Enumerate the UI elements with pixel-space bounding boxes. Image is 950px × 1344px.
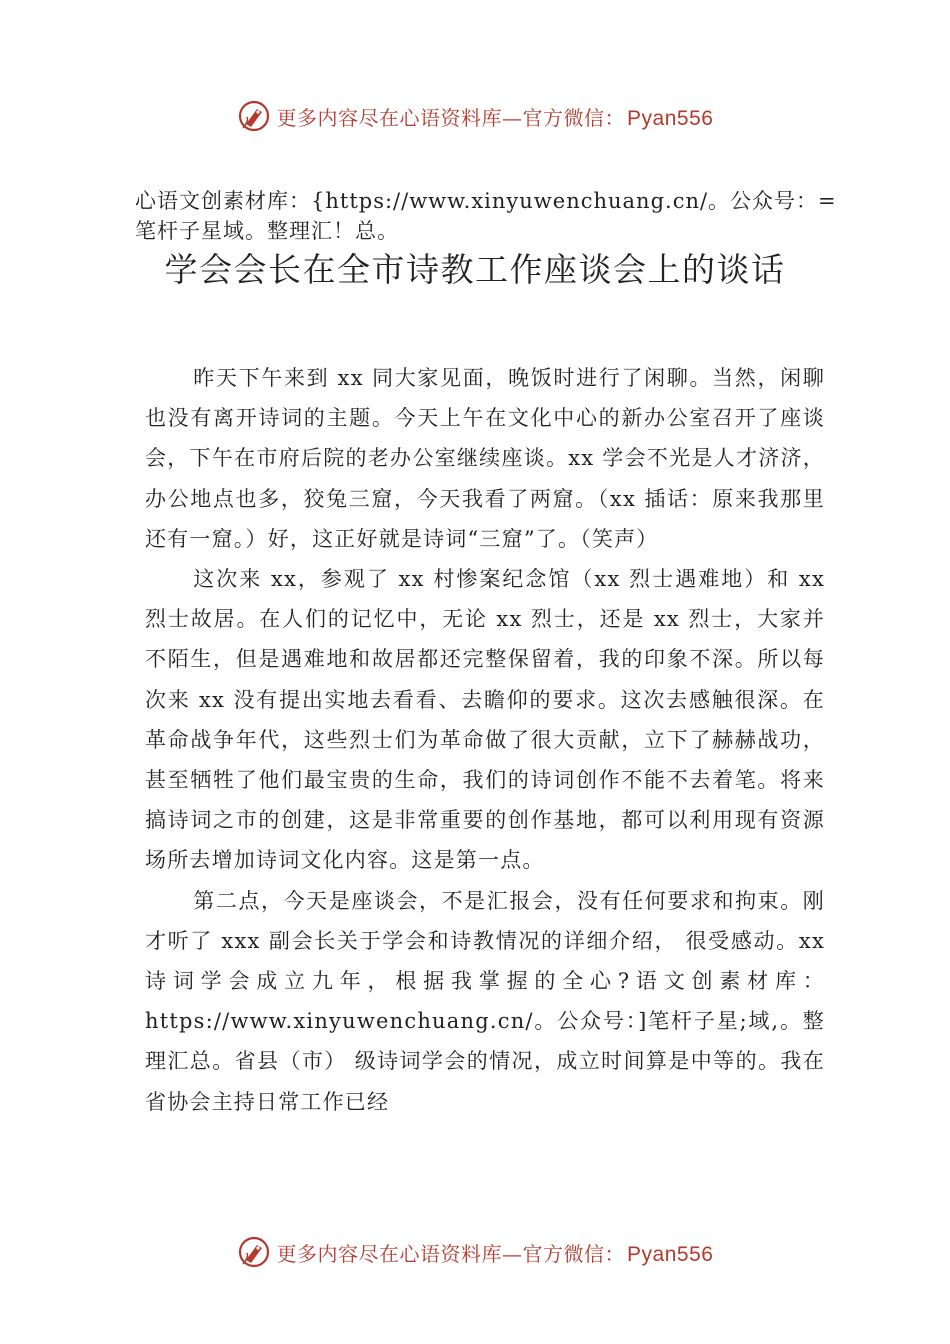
document-body — [145, 358, 825, 1122]
paragraph: 昨天下午来到 xx 同大家见面，晚饭时进行了闲聊。当然，闲聊也没有离开诗词的主题。今天上午在文化中心的新办公室召开了座谈会，下午在市府后院的老办公室继续座谈。xx 学会不光是人才济济，办公地点也多，狡兔三窟，今天我看了两窟。（xx 插话：原来我那里还有一窟。）好，这正好就是诗词“三窟”了。（笑声） — [145, 366, 825, 551]
wechat-id: Pyan556 — [627, 1242, 714, 1266]
banner-text — [277, 1238, 714, 1267]
paragraph: 这次来 xx，参观了 xx 村惨案纪念馆（xx 烈士遇难地）和 xx 烈士故居。在人们的记忆中，无论 xx 烈士，还是 xx 烈士，大家并不陌生，但是遇难地和故居都还完整保留着，我的印象不深。所以每次来 xx 没有提出实地去看看、去瞻仰的要求。这次去感触很深。在革命战争年代，这些烈士们为革命做了很大贡献，立下了赫赫战功，甚至牺牲了他们最宝贵的生命，我们的诗词创作不能不去着笔。将来搞诗词之市的创建，这是非常重要的创作基地，都可以利用现有资源场所去增加诗词文化内容。这是第一点。 — [145, 567, 825, 873]
footer-banner — [0, 1228, 950, 1276]
wechat-id: Pyan556 — [627, 106, 714, 130]
document-title: 学会会长在全市诗教工作座谈会上的谈话 — [164, 250, 786, 289]
banner-text — [277, 102, 714, 131]
source-note: 心语文创素材库：{https://www.xinyuwenchuang.cn/。公众号：=笔杆子星域。整理汇！总。 — [135, 189, 837, 243]
paragraph: 第二点，今天是座谈会，不是汇报会，没有任何要求和拘束。刚才听了 xxx 副会长关于学会和诗教情况的详细介绍， 很受感动。xx 诗词学会成立九年，根据我掌握的全心?语文创素材库：https://www.xinyuwenchuang.cn/。公众号：]笔杆子星;域,。整理汇总。省县（市） 级诗词学会的情况，成立时间算是中等的。我在省协会主持日常工作已经 — [145, 888, 825, 1114]
header-banner — [0, 92, 950, 140]
banner-caption: 更多内容尽在心语资料库—官方微信： — [276, 105, 626, 130]
pen-nib-logo-icon — [237, 99, 271, 133]
banner-caption: 更多内容尽在心语资料库—官方微信： — [276, 1241, 626, 1266]
pen-nib-logo-icon — [237, 1235, 271, 1269]
